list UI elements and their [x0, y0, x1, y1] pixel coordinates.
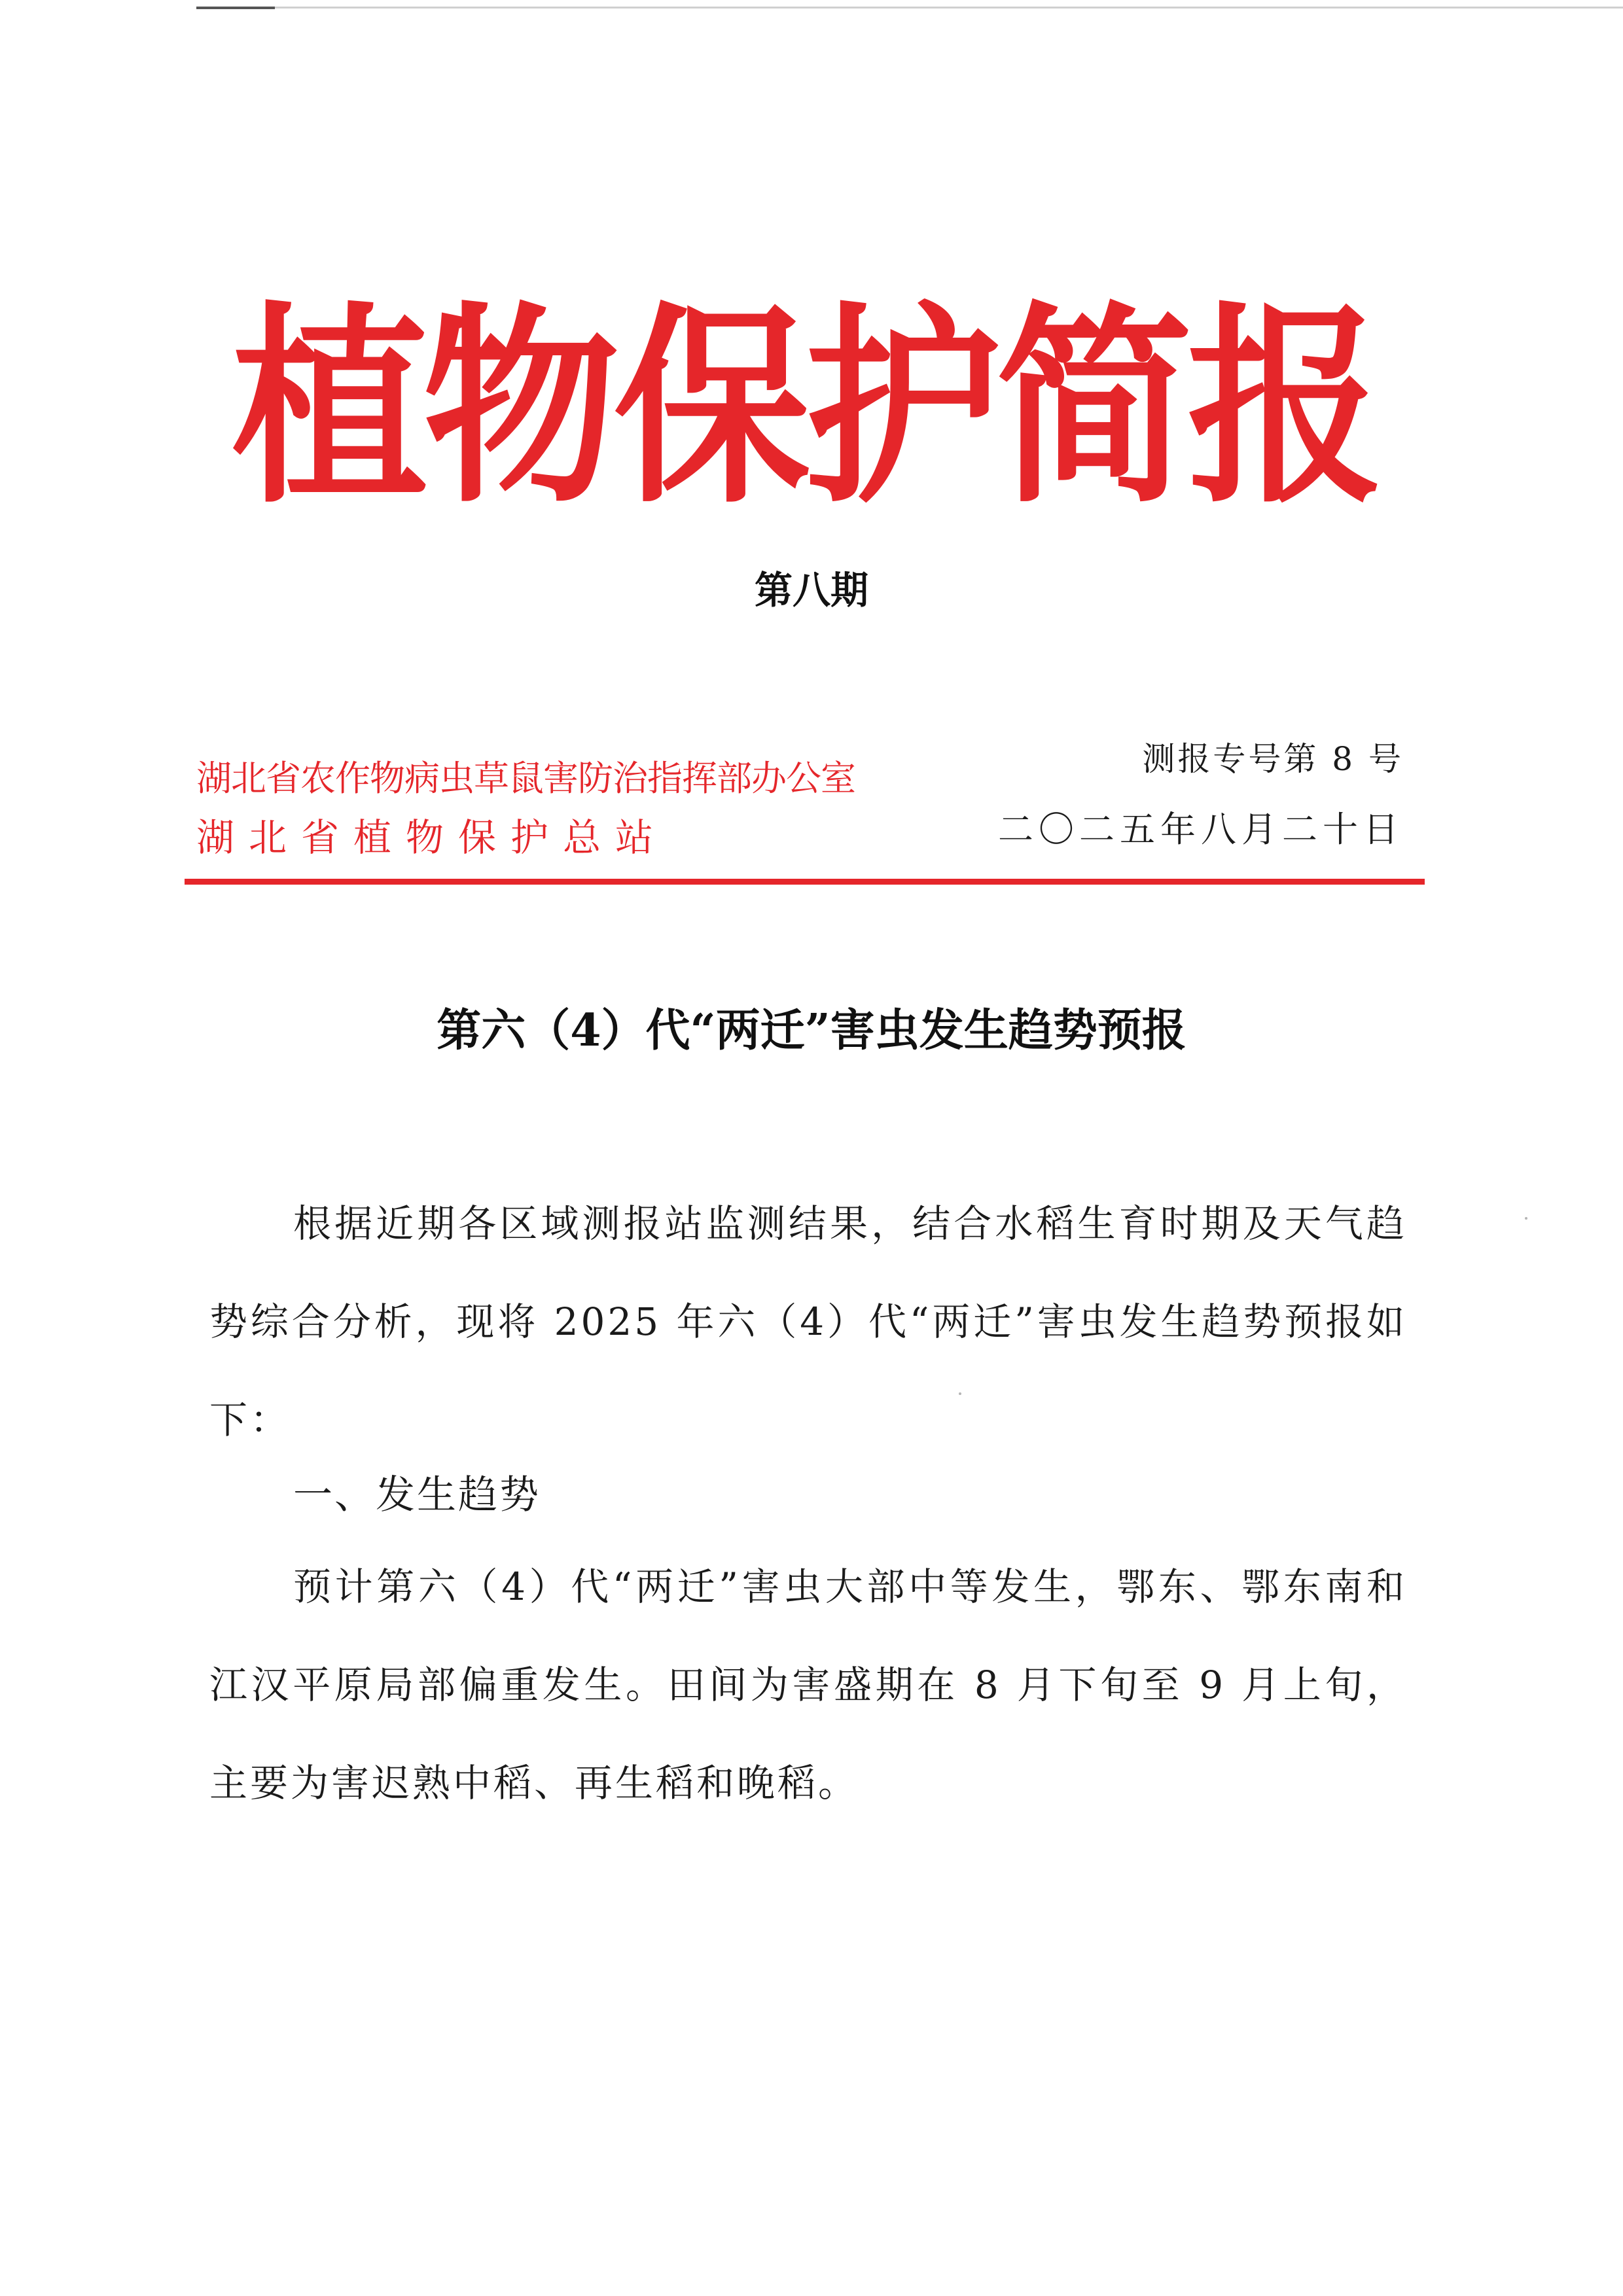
scan-speck	[959, 1392, 961, 1395]
org-name-plant-protection-station: 湖北省植物保护总站	[196, 815, 668, 860]
issuing-organizations	[196, 752, 855, 864]
header-divider-rule	[185, 879, 1425, 885]
document-number: 测报专号第 8 号	[1142, 740, 1404, 778]
document-meta	[929, 733, 1404, 856]
document-title: 第六（4）代“两迁”害虫发生趋势预报	[437, 1004, 1186, 1057]
scan-speck	[1525, 1217, 1527, 1220]
masthead-title: 植物保护简报	[232, 285, 1378, 532]
org-name-command-office: 湖北省农作物病虫草鼠害防治指挥部办公室	[196, 758, 855, 799]
scan-top-edge	[196, 7, 1623, 9]
issue-number: 第八期	[754, 568, 868, 612]
section-heading-trend: 一、发生趋势	[293, 1472, 541, 1518]
scan-top-edge-mark	[196, 7, 275, 9]
document-date: 二〇二五年八月二十日	[998, 809, 1404, 850]
intro-paragraph: 根据近期各区域测报站监测结果，结合水稻生育时期及天气趋势综合分析，现将 2025 年六（4）代“两迁”害虫发生趋势预报如下：	[209, 1201, 1407, 1442]
trend-paragraph: 预计第六（4）代“两迁”害虫大部中等发生，鄂东、鄂东南和江汉平原局部偏重发生。田间为害盛期在 8 月下旬至 9 月上旬，主要为害迟熟中稻、再生稻和晚稻。	[209, 1564, 1407, 1805]
